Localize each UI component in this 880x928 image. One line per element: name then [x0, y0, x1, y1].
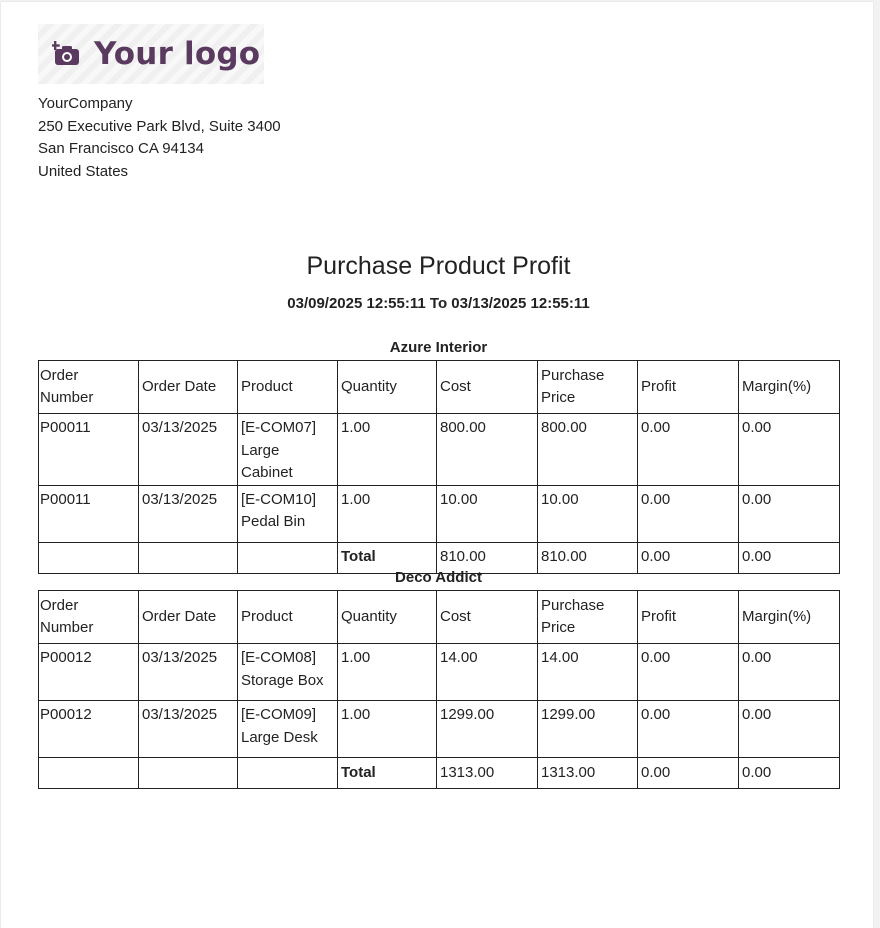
col-product: Product — [238, 361, 338, 414]
cell-cost: 800.00 — [437, 414, 538, 486]
company-name: YourCompany — [38, 95, 133, 112]
total-cost: 810.00 — [437, 542, 538, 573]
partner-group-title: Deco Addict — [395, 569, 482, 586]
company-address — [38, 93, 281, 183]
total-margin: 0.00 — [739, 758, 840, 789]
col-order-date: Order Date — [139, 361, 238, 414]
table-header-row — [39, 361, 840, 414]
cell-profit: 0.00 — [638, 701, 739, 758]
cell-purchase-price: 10.00 — [538, 485, 638, 542]
cell-margin: 0.00 — [739, 701, 840, 758]
cell-quantity: 1.00 — [338, 485, 437, 542]
col-order-date: Order Date — [139, 591, 238, 644]
empty-cell — [238, 758, 338, 789]
col-margin: Margin(%) — [739, 591, 840, 644]
col-order-number: Order Number — [39, 591, 139, 644]
cell-cost: 10.00 — [437, 485, 538, 542]
profit-table — [38, 360, 840, 574]
col-order-number: Order Number — [39, 361, 139, 414]
company-logo — [38, 24, 264, 84]
col-profit: Profit — [638, 591, 739, 644]
cell-profit: 0.00 — [638, 414, 739, 486]
total-purchase-price: 810.00 — [538, 542, 638, 573]
total-purchase-price: 1313.00 — [538, 758, 638, 789]
company-country: United States — [38, 162, 129, 180]
profit-table — [38, 590, 840, 789]
total-margin: 0.00 — [739, 542, 840, 573]
total-profit: 0.00 — [638, 758, 739, 789]
total-row — [39, 758, 840, 789]
col-quantity: Quantity — [338, 361, 437, 414]
table-row — [39, 644, 840, 701]
cell-product: [E-COM08] Storage Box — [238, 644, 338, 701]
cell-order-date: 03/13/2025 — [139, 414, 238, 486]
cell-product: [E-COM07] Large Cabinet — [238, 414, 338, 486]
cell-product: [E-COM10] Pedal Bin — [238, 485, 338, 542]
col-purchase-price: Purchase Price — [538, 591, 638, 644]
cell-purchase-price: 1299.00 — [538, 701, 638, 758]
cell-quantity: 1.00 — [338, 644, 437, 701]
col-cost: Cost — [437, 361, 538, 414]
col-quantity: Quantity — [338, 591, 437, 644]
table-row — [39, 485, 840, 542]
cell-margin: 0.00 — [739, 485, 840, 542]
cell-order-number: P00011 — [39, 485, 139, 542]
cell-order-date: 03/13/2025 — [139, 644, 238, 701]
cell-quantity: 1.00 — [338, 701, 437, 758]
report-page — [1, 2, 873, 928]
col-margin: Margin(%) — [739, 361, 840, 414]
col-purchase-price: Purchase Price — [538, 361, 638, 414]
total-label: Total — [338, 542, 437, 573]
cell-order-date: 03/13/2025 — [139, 701, 238, 758]
company-city: San Francisco CA 94134 — [38, 140, 204, 157]
table-header-row — [39, 591, 840, 644]
cell-order-number: P00011 — [39, 414, 139, 486]
cell-purchase-price: 800.00 — [538, 414, 638, 486]
total-cost: 1313.00 — [437, 758, 538, 789]
cell-margin: 0.00 — [739, 644, 840, 701]
table-row — [39, 414, 840, 486]
report-date-range: 03/09/2025 12:55:11 To 03/13/2025 12:55:11 — [287, 295, 590, 312]
cell-order-date: 03/13/2025 — [139, 485, 238, 542]
col-profit: Profit — [638, 361, 739, 414]
cell-profit: 0.00 — [638, 644, 739, 701]
cell-profit: 0.00 — [638, 485, 739, 542]
cell-order-number: P00012 — [39, 644, 139, 701]
logo-text: Your logo — [94, 36, 261, 72]
camera-plus-icon — [52, 39, 82, 69]
cell-cost: 14.00 — [437, 644, 538, 701]
cell-purchase-price: 14.00 — [538, 644, 638, 701]
total-profit: 0.00 — [638, 542, 739, 573]
cell-cost: 1299.00 — [437, 701, 538, 758]
cell-margin: 0.00 — [739, 414, 840, 486]
col-cost: Cost — [437, 591, 538, 644]
cell-order-number: P00012 — [39, 701, 139, 758]
cell-product: [E-COM09] Large Desk — [238, 701, 338, 758]
empty-cell — [139, 758, 238, 789]
partner-group-title: Azure Interior — [389, 339, 488, 356]
company-street: 250 Executive Park Blvd, Suite 3400 — [38, 117, 281, 135]
empty-cell — [39, 758, 139, 789]
total-label: Total — [338, 758, 437, 789]
table-row — [39, 701, 840, 758]
report-title: Purchase Product Profit — [306, 252, 571, 280]
col-product: Product — [238, 591, 338, 644]
cell-quantity: 1.00 — [338, 414, 437, 486]
